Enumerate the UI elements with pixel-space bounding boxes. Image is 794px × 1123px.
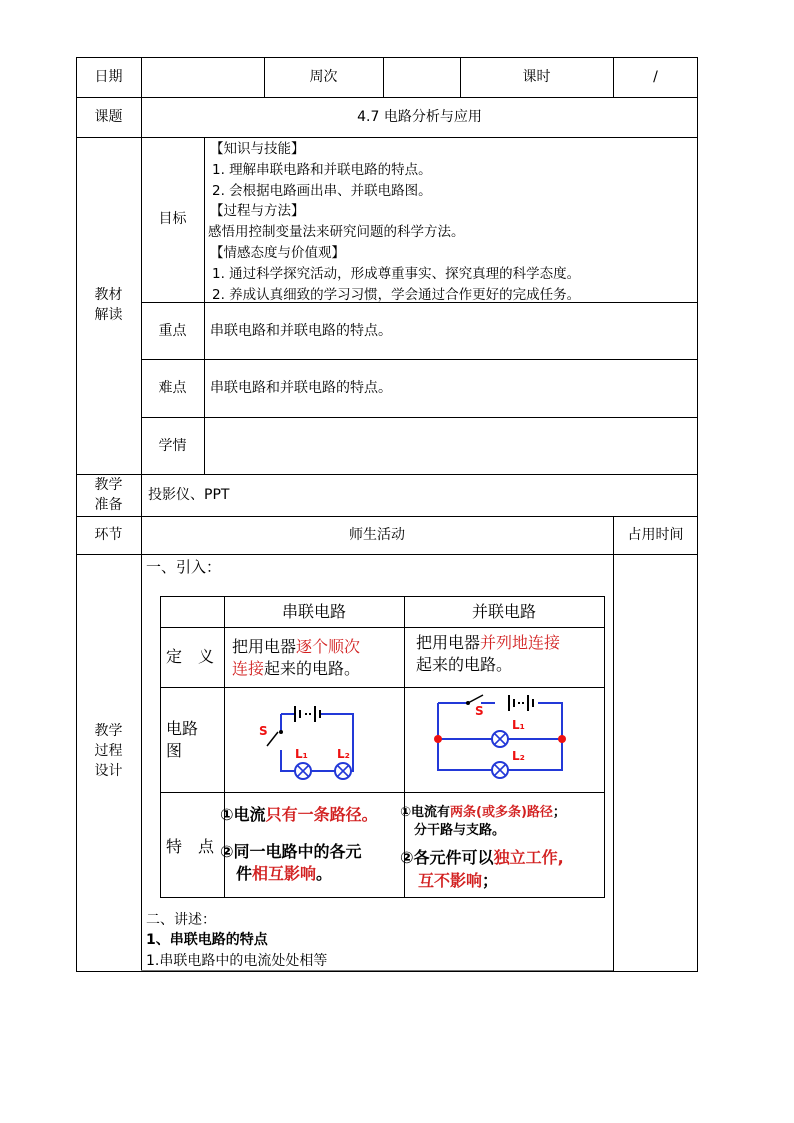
parallel-feature-2-line2 bbox=[418, 870, 498, 892]
parallel-feature-1-line2: 分干路与支路。 bbox=[414, 823, 506, 838]
design-label bbox=[76, 721, 141, 781]
parallel-column-header: 并联电路 bbox=[471, 602, 536, 621]
parallel-feature-highlight: 互不影响 bbox=[418, 871, 483, 890]
figure-line bbox=[604, 596, 605, 898]
series-feature-1 bbox=[220, 804, 378, 826]
col-divider bbox=[613, 516, 614, 972]
key-value: 串联电路和并联电路的特点。 bbox=[210, 323, 392, 339]
table-border-top bbox=[76, 57, 698, 58]
diagram-row-label-text: 电路图 bbox=[166, 719, 199, 760]
parallel-circuit-diagram bbox=[405, 688, 604, 792]
goal-item: 【情感态度与价值观】 bbox=[210, 244, 345, 261]
bulb-l2-icon bbox=[335, 763, 351, 779]
period-label: 课时 bbox=[522, 69, 551, 85]
goal-item: 2. 养成认真细致的学习习惯，学会通过合作更好的完成任务。 bbox=[212, 286, 581, 303]
series-feature-text: 件 bbox=[236, 864, 253, 883]
parallel-feature-text: ； bbox=[482, 871, 499, 890]
topic-label: 课题 bbox=[94, 109, 123, 125]
reading-label bbox=[76, 285, 141, 325]
feature-row-label: 特 点 bbox=[166, 837, 215, 856]
goal-label: 目标 bbox=[158, 211, 187, 227]
row-divider bbox=[76, 516, 698, 517]
activity-label: 师生活动 bbox=[349, 527, 405, 543]
student-label: 学情 bbox=[158, 438, 187, 454]
circuit-comparison-figure bbox=[160, 596, 605, 898]
key-label: 重点 bbox=[158, 323, 187, 339]
series-feature-2-line1: ②同一电路中的各元 bbox=[220, 842, 362, 861]
figure-line bbox=[160, 792, 605, 793]
parallel-feature-highlight: 两条(或多条)路径 bbox=[450, 805, 553, 820]
goal-item: 1. 理解串联电路和并联电路的特点。 bbox=[212, 161, 432, 178]
prep-label-text: 教学准备 bbox=[94, 477, 123, 513]
bulb-l1-label: L₁ bbox=[295, 747, 308, 761]
prep-value: 投影仪、PPT bbox=[148, 487, 230, 503]
series-column-header: 串联电路 bbox=[281, 602, 346, 621]
figure-line bbox=[160, 897, 605, 898]
goal-item: 2. 会根据电路画出串、并联电路图。 bbox=[212, 182, 432, 199]
series-definition-line1 bbox=[232, 636, 360, 658]
parallel-feature-text: ②各元件可以 bbox=[400, 848, 494, 867]
bulb-l2-label: L₂ bbox=[337, 747, 350, 761]
switch-pivot bbox=[279, 730, 283, 734]
lecture-title: 二、讲述： bbox=[146, 912, 216, 928]
row-divider bbox=[76, 474, 698, 475]
series-definition-text: 起来的电路。 bbox=[264, 659, 361, 678]
switch-pivot bbox=[466, 701, 470, 705]
reading-label-text: 教材解读 bbox=[94, 287, 123, 323]
definition-row-label: 定 义 bbox=[166, 647, 215, 666]
goal-item: 感悟用控制变量法来研究问题的科学方法。 bbox=[208, 224, 465, 241]
time-label: 占用时间 bbox=[627, 527, 684, 543]
difficulty-label: 难点 bbox=[158, 380, 187, 396]
row-divider bbox=[141, 359, 698, 360]
battery-icon bbox=[509, 695, 533, 711]
goal-item: 【过程与方法】 bbox=[210, 203, 305, 220]
bulb-l1-label: L₁ bbox=[512, 718, 525, 732]
parallel-feature-2-line1 bbox=[400, 847, 564, 869]
junction-left bbox=[434, 735, 442, 743]
subsection-title: 1、串联电路的特点 bbox=[146, 932, 268, 948]
goal-list bbox=[210, 139, 695, 305]
parallel-definition-line1 bbox=[416, 632, 560, 654]
bulb-l2-label: L₂ bbox=[512, 749, 525, 763]
parallel-feature-highlight: 独立工作, bbox=[493, 848, 564, 867]
design-label-text: 教学过程设计 bbox=[94, 723, 123, 779]
col-divider bbox=[204, 137, 205, 474]
series-feature-highlight: 相互影响 bbox=[252, 864, 317, 883]
col-divider bbox=[141, 57, 142, 972]
figure-line bbox=[160, 596, 161, 898]
switch-label: S bbox=[475, 704, 484, 718]
difficulty-value: 串联电路和并联电路的特点。 bbox=[210, 380, 392, 396]
row-divider bbox=[76, 137, 698, 138]
table-border-bottom bbox=[76, 971, 698, 972]
bulb-l2-icon bbox=[492, 762, 508, 778]
week-label: 周次 bbox=[309, 69, 338, 85]
series-definition-highlight: 连接 bbox=[232, 659, 265, 678]
bulb-l1-icon bbox=[295, 763, 311, 779]
bulb-l1-icon bbox=[492, 731, 508, 747]
series-feature-text: ①电流 bbox=[220, 805, 266, 824]
diagram-row-label bbox=[166, 718, 206, 762]
stage-label: 环节 bbox=[94, 527, 123, 543]
parallel-definition-text: 把用电器 bbox=[416, 633, 481, 652]
prep-label bbox=[76, 475, 141, 515]
series-feature-text: 。 bbox=[316, 864, 333, 883]
series-feature-2-line2 bbox=[236, 863, 332, 885]
row-divider bbox=[141, 417, 698, 418]
switch-label: S bbox=[259, 724, 268, 738]
parallel-feature-text: ； bbox=[552, 805, 566, 820]
switch-icon bbox=[267, 732, 278, 746]
goal-item: 1. 通过科学探究活动，形成尊重事实、探究真理的科学态度。 bbox=[212, 265, 581, 282]
point-1: 1.串联电路中的电流处处相等 bbox=[146, 953, 328, 969]
series-circuit-diagram bbox=[225, 688, 404, 792]
battery-icon bbox=[295, 706, 320, 722]
junction-right bbox=[558, 735, 566, 743]
parallel-definition-highlight: 并列地连接 bbox=[480, 633, 561, 652]
series-feature-highlight: 只有一条路径。 bbox=[265, 805, 378, 824]
figure-line bbox=[160, 596, 605, 597]
date-label: 日期 bbox=[94, 69, 123, 85]
topic-value: 4.7 电路分析与应用 bbox=[357, 109, 482, 125]
figure-line bbox=[160, 627, 605, 628]
goal-item: 【知识与技能】 bbox=[210, 141, 305, 157]
parallel-definition-line2: 起来的电路。 bbox=[416, 655, 513, 674]
period-value: / bbox=[653, 69, 658, 85]
col-divider bbox=[383, 57, 384, 97]
point-underline bbox=[141, 970, 613, 971]
series-definition-text: 把用电器 bbox=[232, 637, 297, 656]
parallel-feature-1-line1 bbox=[400, 804, 566, 822]
row-divider bbox=[76, 97, 698, 98]
intro-title: 一、引入： bbox=[146, 558, 222, 576]
series-definition-highlight: 逐个顺次 bbox=[296, 637, 361, 656]
parallel-feature-text: ①电流有 bbox=[400, 805, 451, 820]
row-divider bbox=[76, 554, 698, 555]
series-definition-line2 bbox=[232, 658, 360, 680]
table-border-right bbox=[697, 57, 698, 972]
